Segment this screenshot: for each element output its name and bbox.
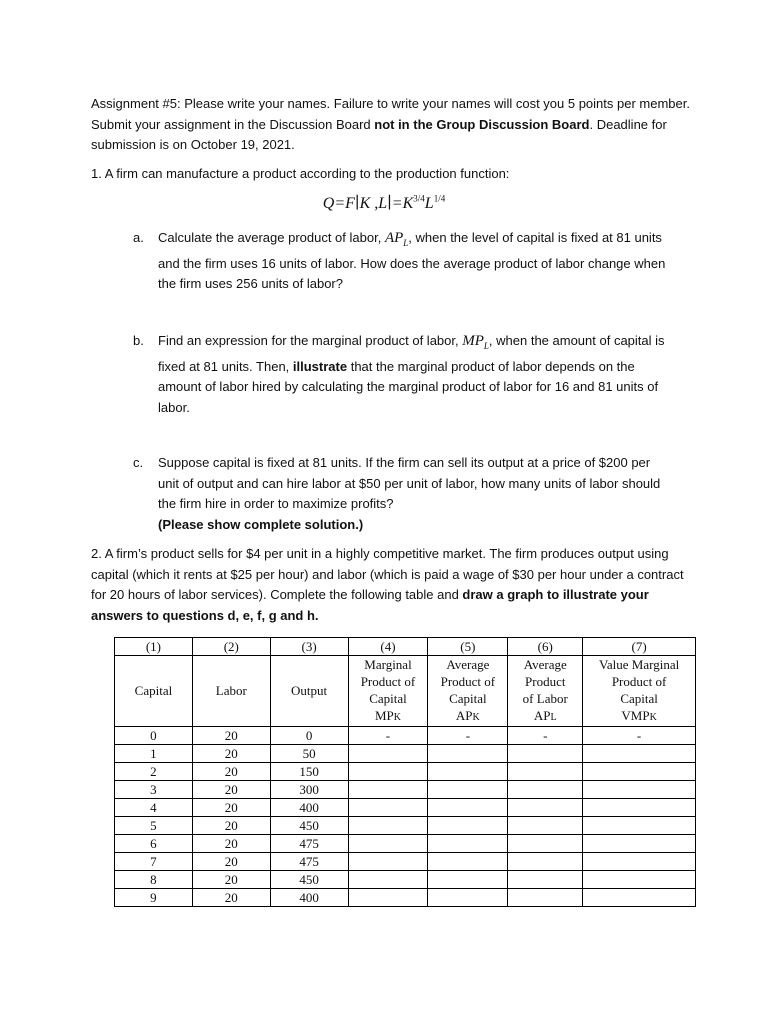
intro-bold-text: not in the Group Discussion Board — [374, 116, 590, 132]
production-function-formula: Q=F∣K $,L∣=K^{3/4}L^{1/4}$ — [322, 193, 446, 212]
table-cell[interactable] — [583, 817, 696, 835]
table-cell: 20 — [192, 889, 270, 907]
question-1: 1. A firm can manufacture a product according to the production function: — [91, 166, 510, 181]
table-cell[interactable] — [508, 889, 583, 907]
table-cell[interactable] — [508, 835, 583, 853]
header-output: Output — [270, 656, 348, 727]
question-1a: a. Calculate the average product of labor, $AP_L$, when the level of capital is fixed at 81 units and the firm uses 16 units of labor. How does the average product of labor change when the firm uses 256 units of labor? — [133, 230, 666, 291]
table-cell[interactable] — [348, 835, 428, 853]
table-row — [115, 817, 696, 835]
table-body — [115, 727, 696, 907]
column-number-row — [115, 638, 696, 656]
production-table — [114, 637, 696, 907]
col-number: (5) — [428, 638, 508, 656]
table-cell[interactable] — [583, 835, 696, 853]
table-cell[interactable] — [348, 781, 428, 799]
table-cell: - — [348, 727, 428, 745]
table-cell: - — [508, 727, 583, 745]
table-cell[interactable] — [508, 799, 583, 817]
table-cell[interactable] — [583, 853, 696, 871]
table-cell: 20 — [192, 727, 270, 745]
table-row — [115, 799, 696, 817]
table-cell[interactable] — [583, 745, 696, 763]
table-row — [115, 745, 696, 763]
table-cell: 450 — [270, 817, 348, 835]
table-cell: 7 — [115, 853, 193, 871]
table-cell[interactable] — [428, 745, 508, 763]
table-cell: 8 — [115, 871, 193, 889]
table-cell[interactable] — [508, 871, 583, 889]
col-number: (7) — [583, 638, 696, 656]
table-cell: 400 — [270, 889, 348, 907]
table-cell[interactable] — [583, 871, 696, 889]
table-cell: 1 — [115, 745, 193, 763]
question-1c: c. Suppose capital is fixed at 81 units. If the firm can sell its output at a price of $200 per unit of output and can hire labor at $50 per unit of labor, how many units of labor should the firm hire in order to maximize profits? (Please show complete solution.) — [133, 455, 661, 532]
col-number: (2) — [192, 638, 270, 656]
table-cell: 150 — [270, 763, 348, 781]
table-cell: 50 — [270, 745, 348, 763]
table-cell[interactable] — [348, 745, 428, 763]
table-cell: 400 — [270, 799, 348, 817]
question-2: 2. A firm’s product sells for $4 per unit in a highly competitive market. The firm produces output using capital (which it rents at $25 per hour) and labor (which is paid a wage of $30 per hour under a contract for 20 hours of labor services). Complete the following table and draw a graph to illustrate your answers to questions d, e, f, g and h. — [91, 546, 684, 623]
header-labor: Labor — [192, 656, 270, 727]
table-cell: 9 — [115, 889, 193, 907]
table-cell: 4 — [115, 799, 193, 817]
table-cell: 20 — [192, 853, 270, 871]
table-cell: 5 — [115, 817, 193, 835]
table-cell: 3 — [115, 781, 193, 799]
intro-text: Assignment #5: Please write your names. Failure to write your names will cost you 5 points per member. Submit your assignment in the Discussion Board — [91, 96, 690, 132]
table-cell[interactable] — [508, 745, 583, 763]
table-cell[interactable] — [428, 817, 508, 835]
header-mpk: Marginal Product of Capital MPK — [348, 656, 428, 727]
table-row — [115, 889, 696, 907]
table-cell[interactable] — [583, 763, 696, 781]
table-cell[interactable] — [348, 817, 428, 835]
table-cell: 20 — [192, 871, 270, 889]
table-cell[interactable] — [508, 763, 583, 781]
table-cell: 20 — [192, 835, 270, 853]
column-header-row — [115, 656, 696, 727]
table-cell[interactable] — [428, 799, 508, 817]
table-cell[interactable] — [348, 871, 428, 889]
table-cell[interactable] — [348, 799, 428, 817]
table-cell: 6 — [115, 835, 193, 853]
header-vmpk: Value Marginal Product of Capital VMPK — [583, 656, 696, 727]
header-apl: Average Product of Labor APL — [508, 656, 583, 727]
table-cell[interactable] — [508, 853, 583, 871]
question-1b: b. Find an expression for the marginal product of labor, $MP_L$, when the amount of capital is fixed at 81 units. Then, illustrate that the marginal product of labor depends on the amount of labor hired by calculating the marginal product of labor for 16 and 81 units of labor. — [133, 333, 665, 415]
col-number: (6) — [508, 638, 583, 656]
table-cell: 0 — [270, 727, 348, 745]
table-cell[interactable] — [348, 889, 428, 907]
table-cell[interactable] — [583, 781, 696, 799]
table-cell[interactable] — [428, 853, 508, 871]
table-cell[interactable] — [348, 763, 428, 781]
intro-deadline-text: . Deadline for submission is on October 19, 2021. — [91, 116, 667, 152]
table-row — [115, 781, 696, 799]
table-cell: 20 — [192, 817, 270, 835]
table-cell[interactable] — [583, 799, 696, 817]
table-cell[interactable] — [428, 889, 508, 907]
table-cell[interactable] — [428, 763, 508, 781]
table-cell[interactable] — [348, 853, 428, 871]
table-cell: 475 — [270, 835, 348, 853]
header-capital: Capital — [115, 656, 193, 727]
table-cell: 20 — [192, 745, 270, 763]
table-cell: 0 — [115, 727, 193, 745]
table-row — [115, 871, 696, 889]
col-number: (4) — [348, 638, 428, 656]
table-row — [115, 853, 696, 871]
table-cell[interactable] — [508, 817, 583, 835]
table-cell: - — [428, 727, 508, 745]
table-cell: 475 — [270, 853, 348, 871]
table-cell: - — [583, 727, 696, 745]
table-cell: 20 — [192, 763, 270, 781]
table-cell: 450 — [270, 871, 348, 889]
table-cell[interactable] — [428, 835, 508, 853]
table-cell: 2 — [115, 763, 193, 781]
table-cell: 20 — [192, 781, 270, 799]
table-row — [115, 727, 696, 745]
assignment-instructions — [91, 94, 691, 156]
table-cell[interactable] — [508, 781, 583, 799]
col-number: (3) — [270, 638, 348, 656]
table-row — [115, 763, 696, 781]
table-row — [115, 835, 696, 853]
col-number: (1) — [115, 638, 193, 656]
header-apk: Average Product of Capital APK — [428, 656, 508, 727]
table-cell[interactable] — [428, 871, 508, 889]
table-cell[interactable] — [428, 781, 508, 799]
table-cell: 20 — [192, 799, 270, 817]
table-cell: 300 — [270, 781, 348, 799]
table-cell[interactable] — [583, 889, 696, 907]
